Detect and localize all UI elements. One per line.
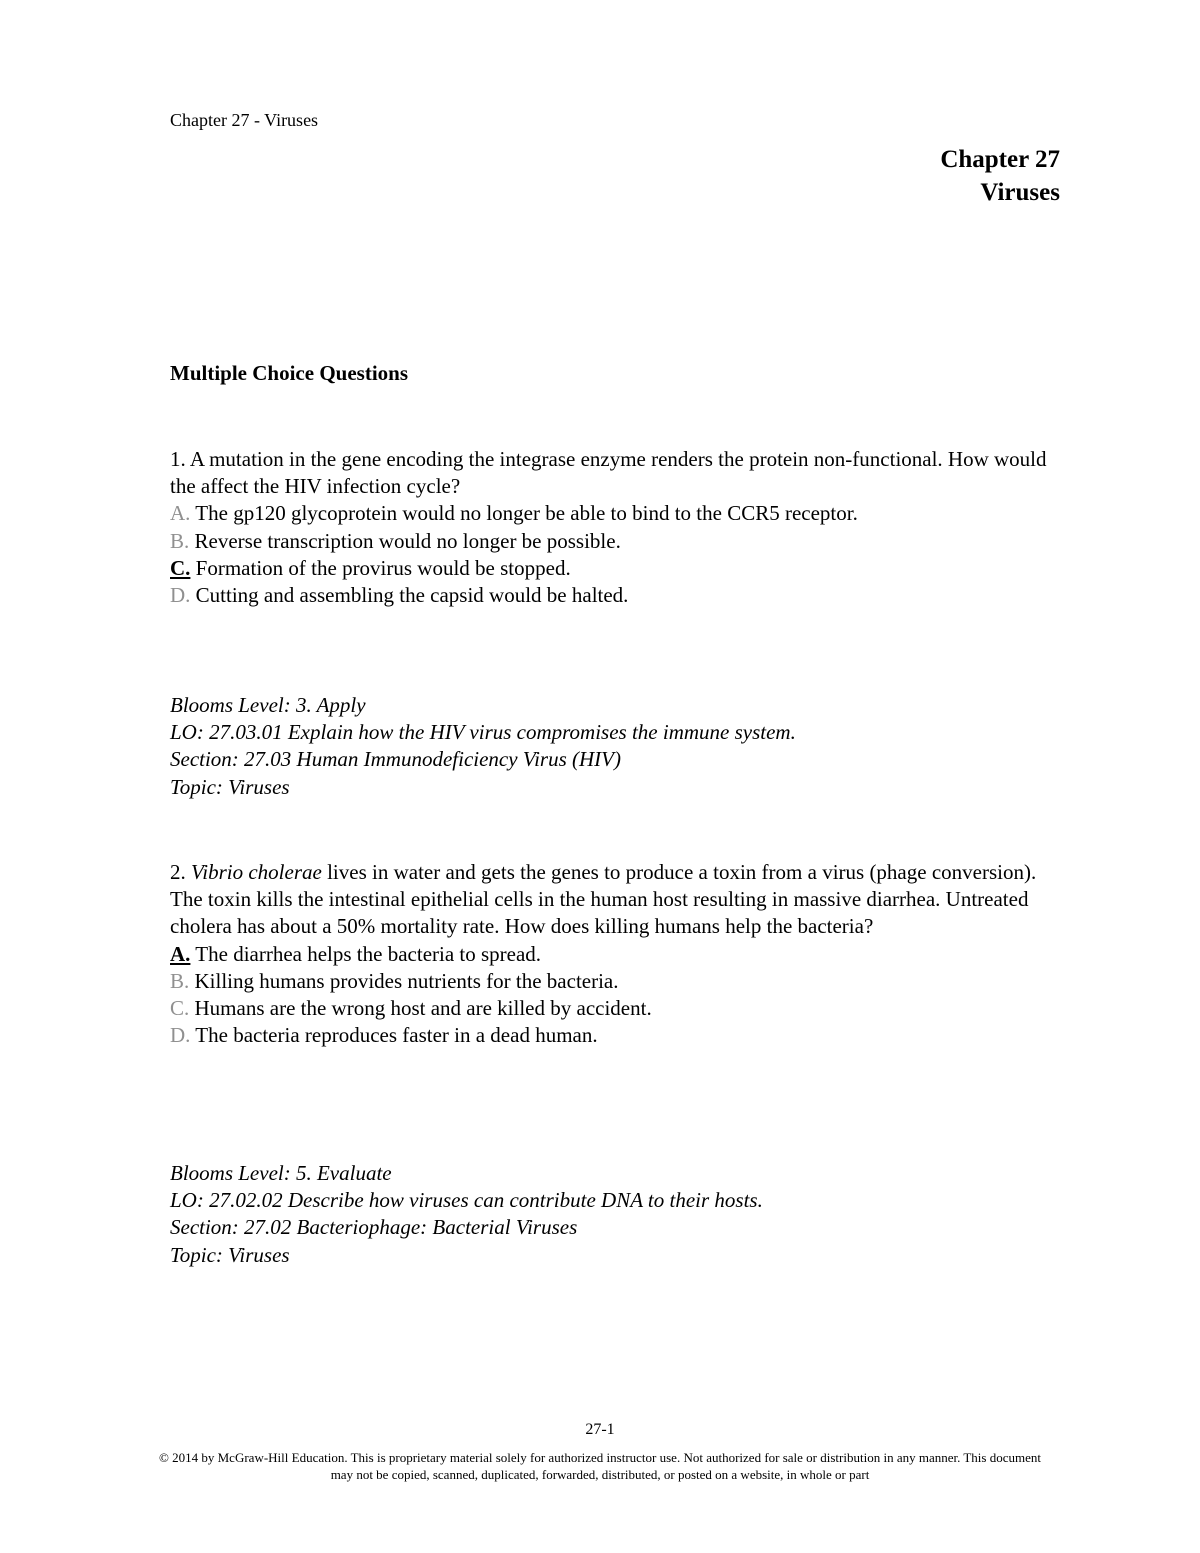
option-letter: A. — [170, 501, 191, 526]
question-text: A mutation in the gene encoding the integrase enzyme renders the protein non-functional. How would the affect the HIV infection cycle? — [170, 447, 1047, 499]
question-1-metadata — [170, 692, 796, 801]
answer-option-d — [170, 582, 1070, 609]
answer-option-a — [170, 941, 1070, 968]
learning-objective: LO: 27.03.01 Explain how the HIV virus compromises the immune system. — [170, 720, 796, 745]
correct-option-letter: C. — [170, 555, 191, 580]
blooms-level: Blooms Level: 3. Apply — [170, 693, 366, 717]
option-letter: C. — [170, 996, 190, 1021]
topic: Topic: Viruses — [170, 774, 290, 799]
answer-option-b — [170, 528, 1070, 555]
question-stem — [170, 446, 1070, 500]
option-letter: D. — [170, 1023, 191, 1048]
answer-option-c — [170, 555, 1070, 582]
option-text: The bacteria reproduces faster in a dead human. — [195, 1023, 598, 1048]
organism-name: Vibrio cholerae — [191, 860, 322, 884]
question-number: 2. — [170, 860, 186, 884]
question-stem — [170, 859, 1070, 941]
running-header: Chapter 27 - Viruses — [170, 110, 319, 130]
topic: Topic: Viruses — [170, 1242, 290, 1267]
section-heading: Multiple Choice Questions — [170, 361, 409, 385]
blooms-level: Blooms Level: 5. Evaluate — [170, 1161, 392, 1185]
option-text: The diarrhea helps the bacteria to spread. — [195, 941, 542, 966]
page-number: 27-1 — [585, 1421, 615, 1438]
option-text: Killing humans provides nutrients for the bacteria. — [194, 968, 619, 993]
page-footer — [150, 1420, 1050, 1483]
question-2 — [170, 859, 1070, 1049]
copyright-notice: © 2014 by McGraw-Hill Education. This is proprietary material solely for authorized instructor use. Not authorized for sale or distribution in any manner. This document may not be copied, scanned, duplicated, forwarded, distributed, or posted on a website, in whole or part — [159, 1450, 1041, 1482]
option-letter: B. — [170, 528, 190, 553]
learning-objective: LO: 27.02.02 Describe how viruses can contribute DNA to their hosts. — [170, 1188, 763, 1213]
chapter-title-block — [940, 143, 1060, 209]
section-reference: Section: 27.02 Bacteriophage: Bacterial Viruses — [170, 1215, 578, 1240]
answer-option-a — [170, 500, 1070, 527]
question-number: 1. — [170, 447, 186, 471]
option-text: Humans are the wrong host and are killed by accident. — [194, 996, 652, 1021]
option-letter: D. — [170, 583, 191, 608]
option-text: Reverse transcription would no longer be possible. — [194, 528, 621, 553]
question-1 — [170, 446, 1070, 609]
correct-option-letter: A. — [170, 941, 191, 966]
question-2-metadata — [170, 1160, 763, 1269]
option-text: Cutting and assembling the capsid would be halted. — [195, 583, 629, 608]
answer-option-b — [170, 968, 1070, 995]
section-reference: Section: 27.03 Human Immunodeficiency Virus (HIV) — [170, 747, 621, 772]
question-text: lives in water and gets the genes to produce a toxin from a virus (phage conversion). The toxin kills the intestinal epithelial cells in the human host resulting in massive diarrhea. Untreated cholera has about a 50% mortality rate. How does killing humans help the bacteria? — [170, 860, 1037, 939]
answer-option-d — [170, 1022, 1070, 1049]
option-letter: B. — [170, 968, 190, 993]
chapter-subject: Viruses — [980, 179, 1060, 206]
chapter-title: Chapter 27 — [940, 146, 1060, 173]
option-text: Formation of the provirus would be stopped. — [195, 555, 571, 580]
option-text: The gp120 glycoprotein would no longer be able to bind to the CCR5 receptor. — [195, 501, 858, 526]
answer-option-c — [170, 995, 1070, 1022]
